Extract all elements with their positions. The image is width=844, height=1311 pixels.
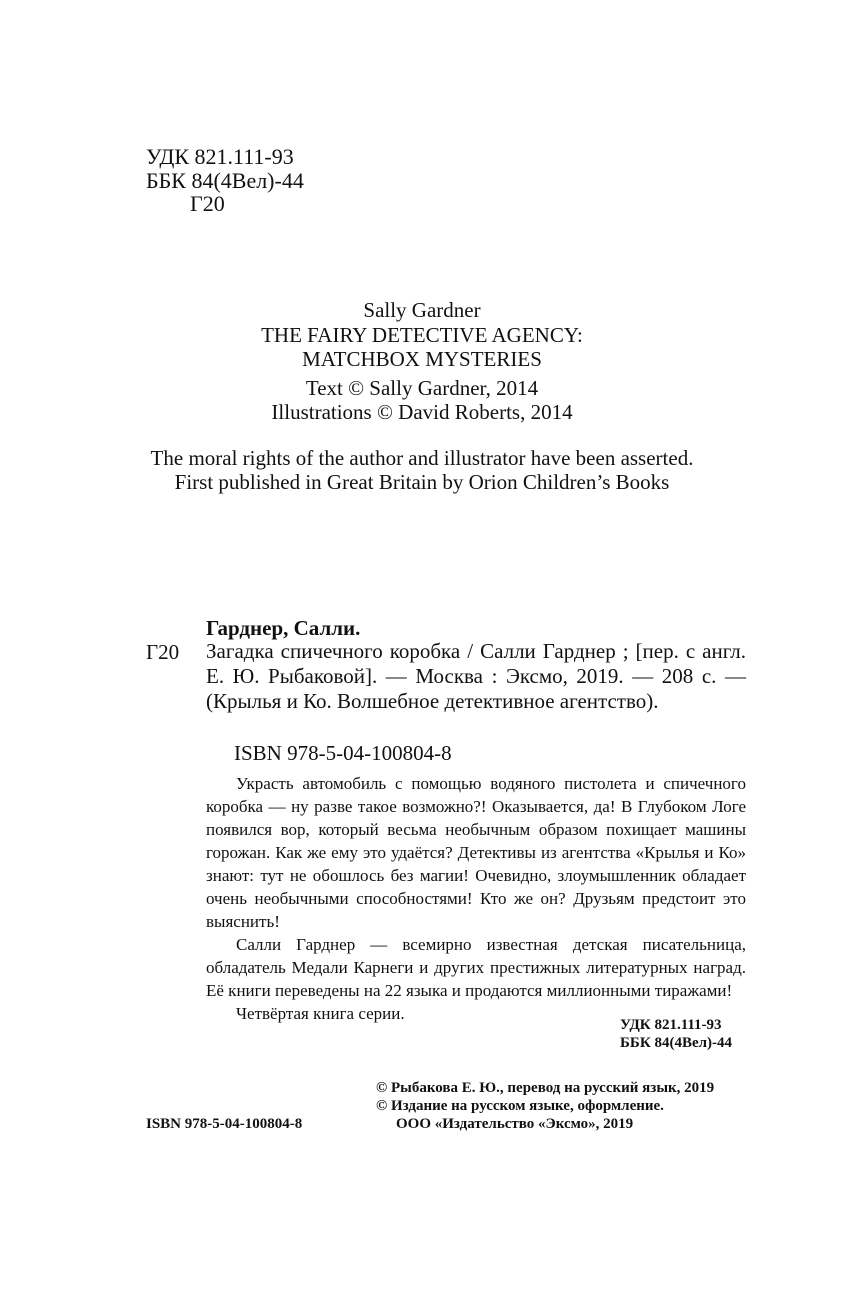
annotation-paragraph: Салли Гарднер — всемирно известная детская писательница, обладатель Медали Карнеги и других престижных литературных наград. Её книги переведены на 22 языка и продаются миллионными тиражами! bbox=[206, 935, 746, 1000]
copyright-edition: © Издание на русском языке, оформление. bbox=[376, 1098, 664, 1114]
copyright-translation: © Рыбакова Е. Ю., перевод на русский язык, 2019 bbox=[376, 1080, 715, 1096]
first-published-statement: First published in Great Britain by Orion Children’s Books bbox=[174, 470, 670, 494]
bbk-code: ББК 84(4Вел)-44 bbox=[146, 168, 304, 193]
original-title-line1: THE FAIRY DETECTIVE AGENCY: bbox=[261, 323, 583, 347]
record-author-heading: Гарднер, Салли. bbox=[206, 616, 361, 640]
record-udk: УДК 821.111-93 bbox=[620, 1017, 722, 1033]
rights-statement: The moral rights of the author and illustrator have been asserted. bbox=[150, 446, 694, 470]
author-sign: Г20 bbox=[190, 191, 225, 216]
text-copyright: Text © Sally Gardner, 2014 bbox=[305, 376, 539, 400]
record-isbn: ISBN 978-5-04-100804-8 bbox=[234, 741, 452, 765]
annotation-paragraph: Четвёртая книга серии. bbox=[236, 1004, 405, 1023]
udk-code: УДК 821.111-93 bbox=[146, 144, 294, 169]
annotation bbox=[206, 772, 746, 1025]
illustrations-copyright: Illustrations © David Roberts, 2014 bbox=[271, 400, 573, 424]
annotation-paragraph: Украсть автомобиль с помощью водяного пистолета и спичечного коробка — ну разве такое возможно?! Оказывается, да! В Глубоком Логе появился вор, который весьма необычным образом похищает машины горожан. Как же ему это удаётся? Детективы из агентства «Крылья и Ко» знают: тут не обошлось без магии! Очевидно, злоумышленник обладает очень необычными способностями! Кто же он? Друзьям предстоит это выяснить! bbox=[206, 774, 746, 931]
publisher-copyright: ООО «Издательство «Эксмо», 2019 bbox=[396, 1116, 634, 1132]
imprint-isbn: ISBN 978-5-04-100804-8 bbox=[146, 1116, 303, 1132]
record-bbk: ББК 84(4Вел)-44 bbox=[620, 1035, 733, 1051]
original-title-line2: MATCHBOX MYSTERIES bbox=[302, 347, 542, 371]
original-author: Sally Gardner bbox=[363, 298, 481, 322]
record-description-text: Загадка спичечного коробка / Салли Гарднер ; [пер. с англ. Е. Ю. Рыбаковой]. — Москва : Эксмо, 2019. — 208 с. — (Крылья и Ко. Волшебное детективное агентство). bbox=[206, 639, 746, 713]
record-description bbox=[206, 639, 746, 714]
record-author-sign: Г20 bbox=[146, 640, 180, 664]
